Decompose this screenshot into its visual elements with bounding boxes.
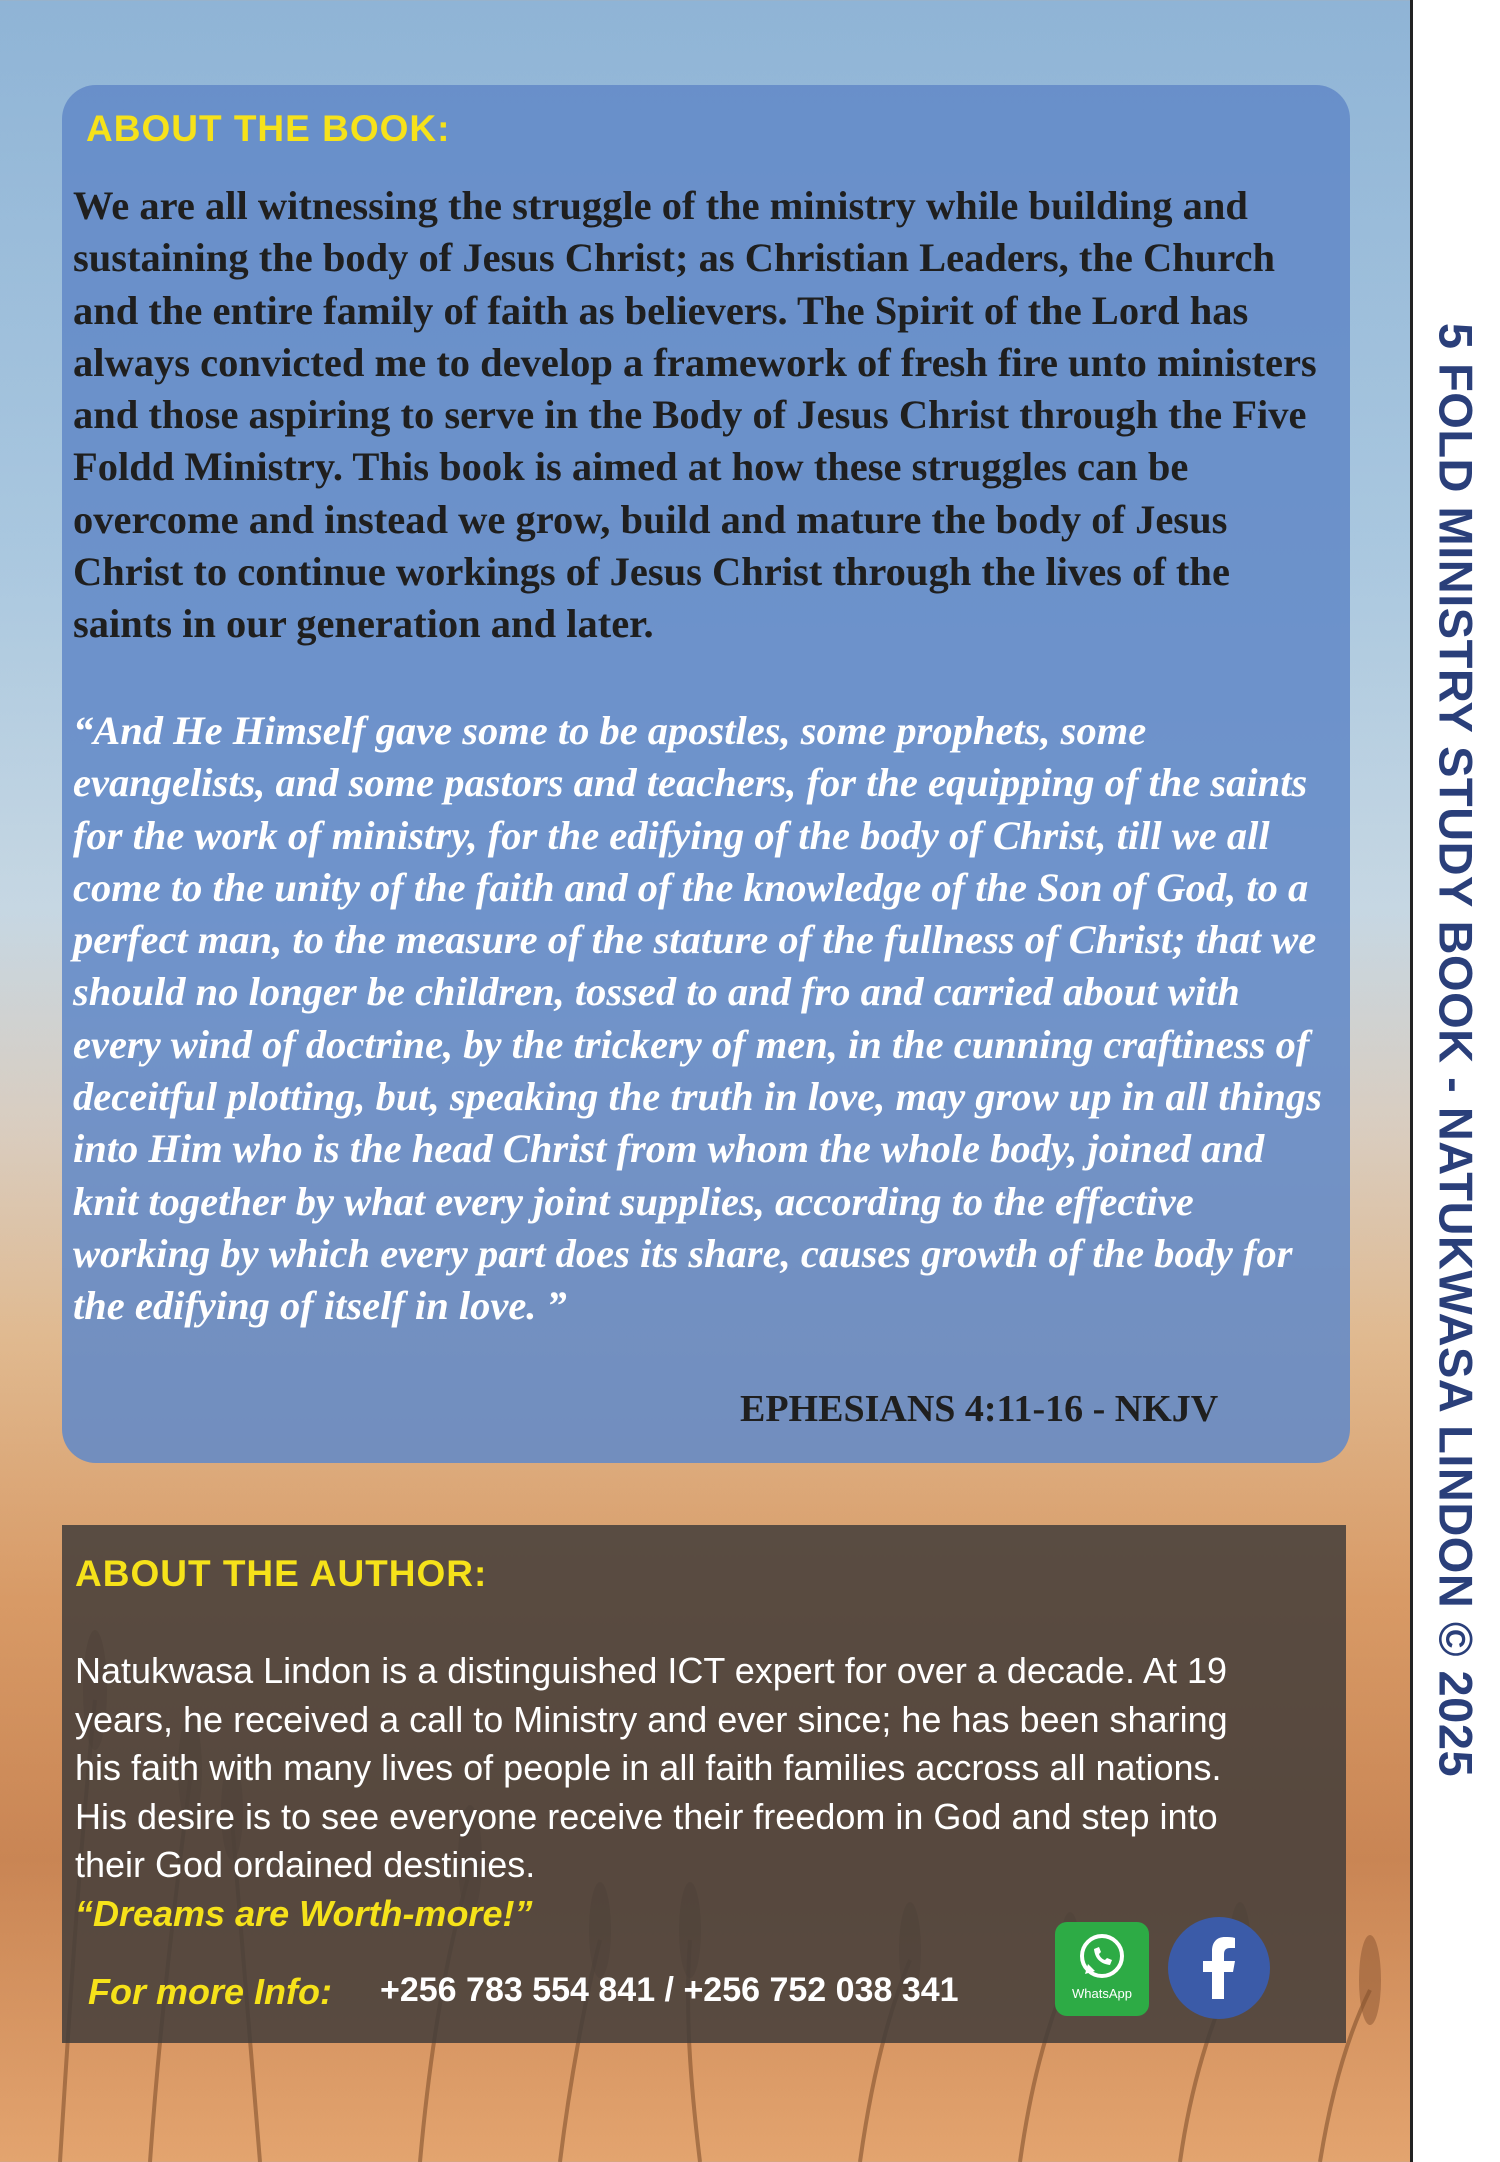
scripture-quote: “And He Himself gave some to be apostles, some prophets, some evangelists, and some pastors and teachers, for the equipping of the saints for the work of ministry, for the edifying of the body of Christ, till we all come to the unity of the faith and of the knowledge of the Son of God, to a perfect man, to the measure of the stature of the fullness of Christ; that we should no longer be children, tossed to and fro and carried about with every wind of doctrine, by the trickery of men, in the cunning craftiness of deceitful plotting, but, speaking the truth in love, may grow up in all things into Him who is the head Christ from whom the whole body, joined and knit together by what every joint supplies, according to the effective working by which every part does its share, causes growth of the body for the edifying of itself in love. ”	[73, 708, 1322, 1329]
more-info-label: For more Info:	[88, 1971, 332, 2012]
facebook-button[interactable]	[1168, 1917, 1270, 2019]
about-book-heading: ABOUT THE BOOK:	[86, 108, 451, 149]
whatsapp-label: WhatsApp	[1072, 1986, 1132, 2001]
phone-numbers: +256 783 554 841 / +256 752 038 341	[380, 1971, 959, 2009]
scripture-reference: EPHESIANS 4:11-16 - NKJV	[740, 1388, 1219, 1430]
whatsapp-icon	[1055, 1922, 1149, 1992]
about-book-text: We are all witnessing the struggle of the ministry while building and sustaining the body of Jesus Christ; as Christian Leaders, the Church and the entire family of faith as believers. The Spirit of the Lord has always convicted me to develop a framework of fresh fire unto ministers and those aspiring to serve in the Body of Jesus Christ through the Five Foldd Ministry. This book is aimed at how these struggles can be overcome and instead we grow, build and mature the body of Jesus Christ to continue workings of Jesus Christ through the lives of the saints in our generation and later.	[73, 183, 1317, 647]
spine-title: 5 FOLD MINISTRY STUDY BOOK - NATUKWASA LINDON © 2025	[1429, 322, 1483, 1778]
author-motto: “Dreams are Worth-more!”	[75, 1893, 533, 1934]
about-author-heading: ABOUT THE AUTHOR:	[75, 1553, 488, 1594]
whatsapp-button[interactable]	[1055, 1922, 1149, 2016]
facebook-icon	[1168, 1917, 1270, 2019]
about-author-text: Natukwasa Lindon is a distinguished ICT expert for over a decade. At 19 years, he received a call to Ministry and ever since; he has been sharing his faith with many lives of people in all faith families accross all nations. His desire is to see everyone receive their freedom in God and step into their God ordained destinies.	[75, 1650, 1228, 1885]
